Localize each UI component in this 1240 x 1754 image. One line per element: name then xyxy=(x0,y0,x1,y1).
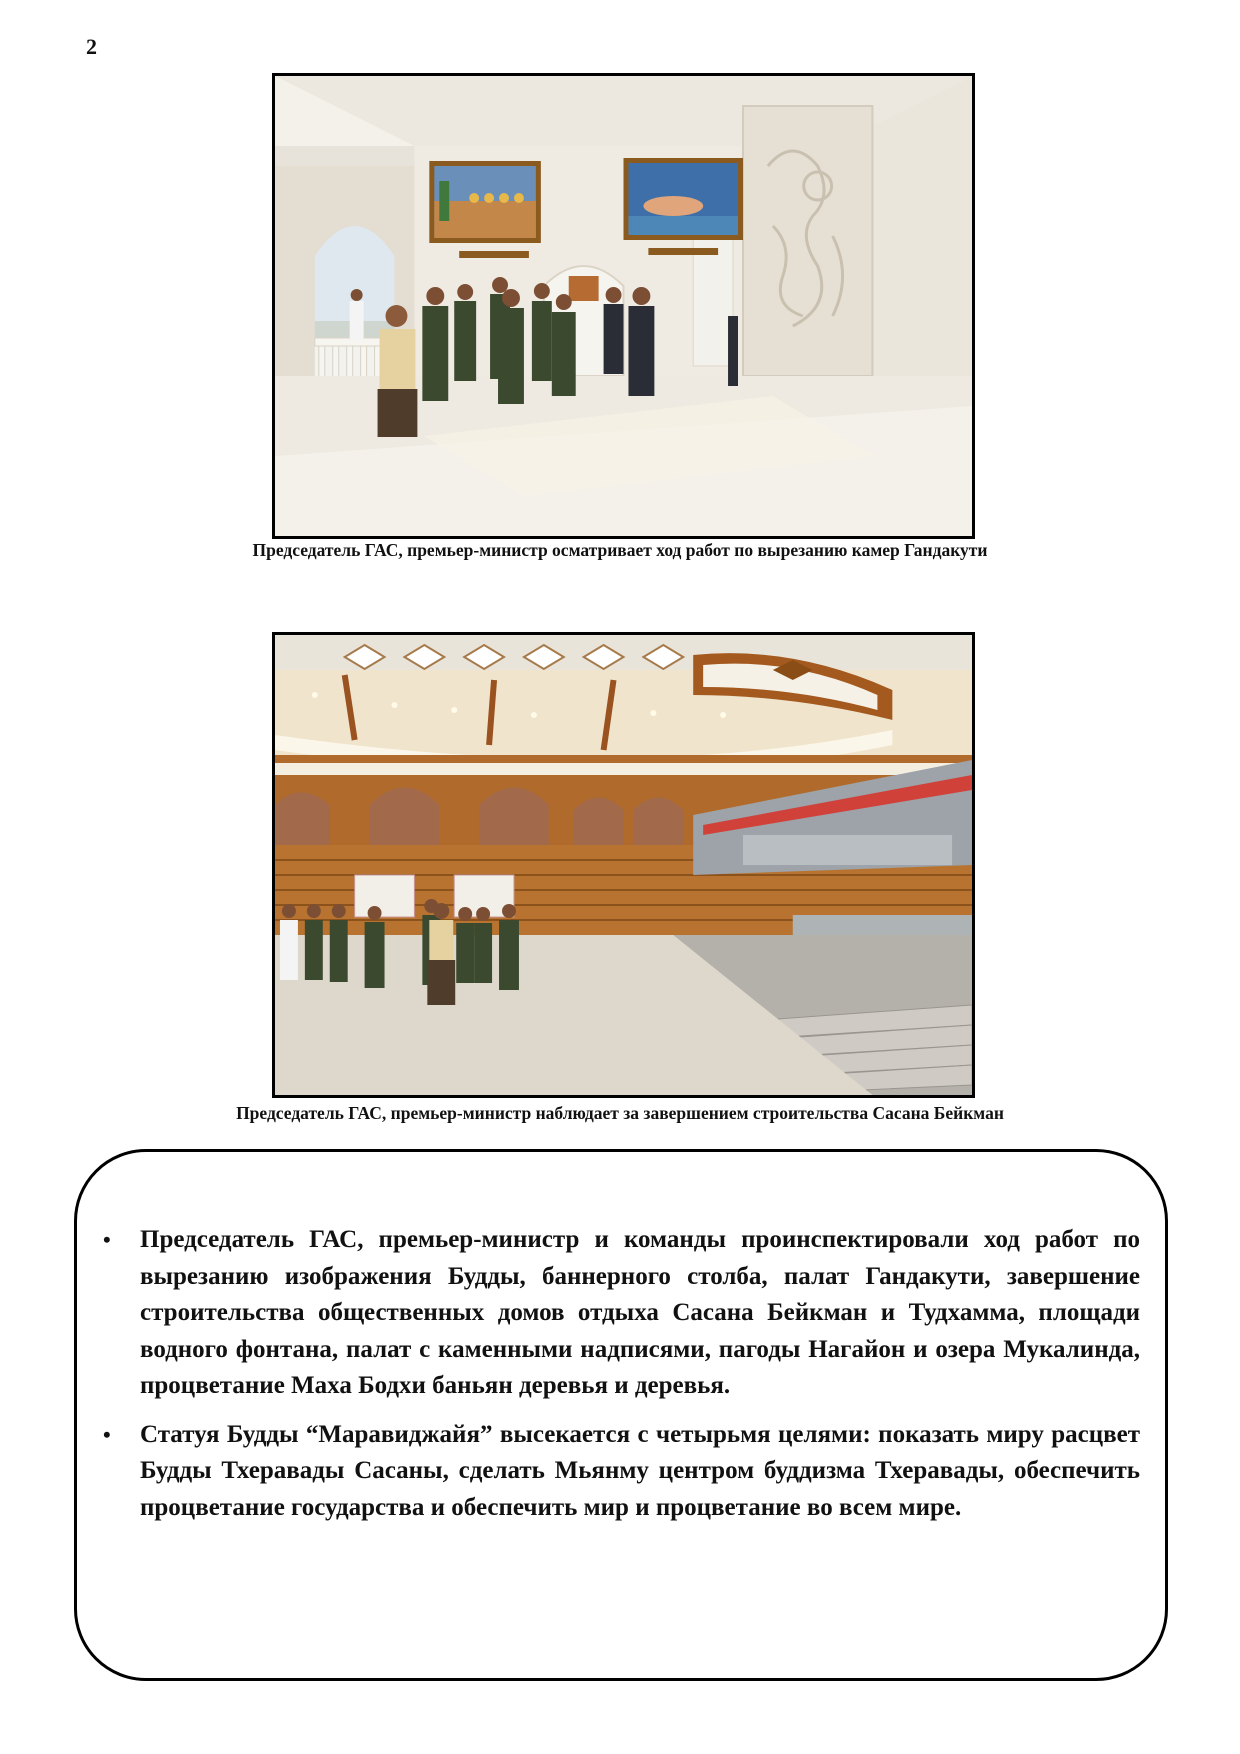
summary-bullet-list xyxy=(103,1222,1140,1538)
photo-sasana-beikman-hall xyxy=(272,632,975,1098)
photo-caption: Председатель ГАС, премьер-министр наблюдает за завершением строительства Сасана Бейкман xyxy=(236,1103,1004,1123)
photo-caption: Председатель ГАС, премьер-министр осматривает ход работ по вырезанию камер Гандакути xyxy=(252,540,988,560)
summary-bullet xyxy=(103,1222,1140,1405)
photo-gandakuti-inspection xyxy=(272,73,975,539)
page-number: 2 xyxy=(86,34,97,59)
summary-bullet-text: Председатель ГАС, премьер-министр и команды проинспектировали ход работ по вырезанию изображения Будды, баннерного столба, палат Гандакути, завершение строительства общественных домов отдыха Сасана Бейкман и Тудхамма, площади водного фонтана, палат с каменными надписями, пагоды Нагайон и озера Мукалинда, процветание Маха Бодхи баньян деревья и деревья. xyxy=(140,1226,1140,1399)
summary-bullet-text: Статуя Будды “Маравиджайя” высекается с четырьмя целями: показать миру расцвет Будды Тхеравады Сасаны, сделать Мьянму центром буддизма Тхеравады, обеспечить процветание государства и обеспечить мир и процветание во всем мире. xyxy=(140,1420,1140,1521)
bullet-icon: • xyxy=(103,1421,111,1447)
bullet-icon: • xyxy=(103,1227,111,1252)
summary-bullet xyxy=(103,1417,1140,1527)
